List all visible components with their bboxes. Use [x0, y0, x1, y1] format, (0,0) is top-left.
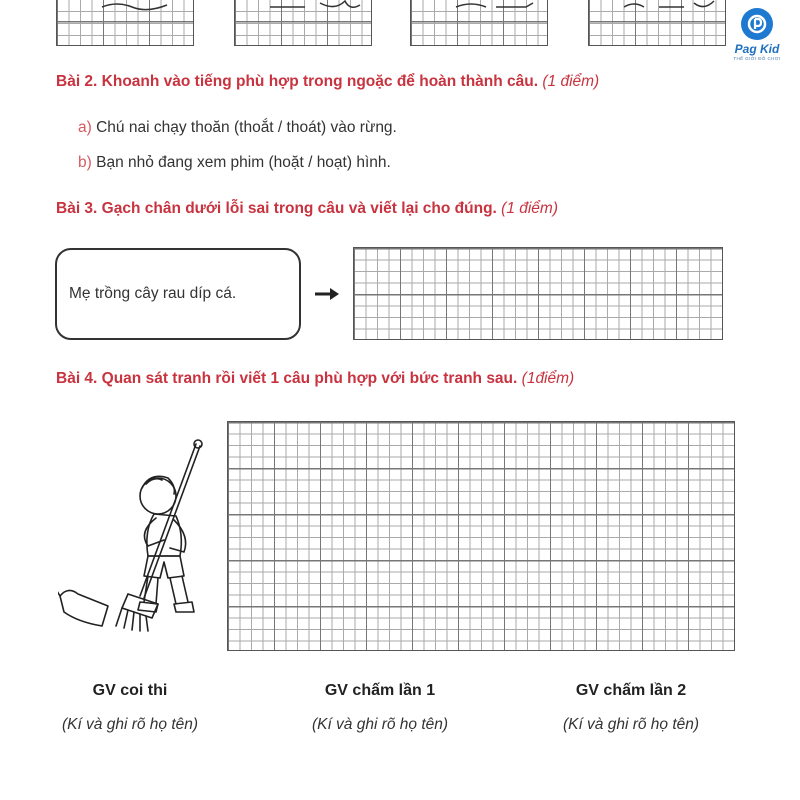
item-label: b) — [78, 154, 92, 171]
signature-block-2 — [290, 682, 470, 734]
signature-title: GV chấm lần 1 — [324, 682, 436, 699]
signature-block-1 — [40, 682, 220, 734]
logo-p-icon — [741, 8, 773, 40]
item-text: Bạn nhỏ đang xem phim (hoặt / hoạt) hình. — [96, 154, 391, 171]
bai3-title: Bài 3. Gạch chân dưới lỗi sai trong câu và viết lại cho đúng. — [56, 200, 497, 217]
bai3-sentence: Mẹ trồng cây rau díp cá. — [69, 285, 237, 302]
handwriting-scribble-icon — [451, 0, 541, 13]
bai2-heading — [56, 73, 599, 91]
signature-title: GV coi thi — [92, 682, 168, 699]
child-sweeping-illustration — [58, 436, 228, 636]
top-grid-2 — [234, 0, 372, 46]
bai2-title: Bài 2. Khoanh vào tiếng phù hợp trong ngoặc để hoàn thành câu. — [56, 73, 539, 90]
handwriting-scribble-icon — [97, 0, 187, 13]
bai4-heading — [56, 370, 574, 388]
bai3-sentence-box — [55, 248, 301, 340]
signature-block-3 — [541, 682, 721, 734]
bai4-writing-grid[interactable] — [227, 421, 735, 651]
top-grid-1 — [56, 0, 194, 46]
signature-note: (Kí và ghi rõ họ tên) — [562, 716, 700, 733]
bai3-points: (1 điểm) — [501, 200, 559, 217]
handwriting-scribble-icon — [619, 0, 719, 13]
bai2-item-b — [78, 154, 391, 172]
arrow-right-icon — [313, 286, 341, 302]
bai3-writing-grid[interactable] — [353, 247, 723, 340]
signature-note: (Kí và ghi rõ họ tên) — [61, 716, 199, 733]
logo-tagline: THẾ GIỚI ĐỒ CHƠI — [733, 56, 781, 61]
top-grid-3 — [410, 0, 548, 46]
pag-kid-logo — [722, 8, 792, 72]
signature-title: GV chấm lần 2 — [575, 682, 687, 699]
item-label: a) — [78, 119, 92, 136]
bai2-item-a — [78, 119, 397, 137]
bai3-heading — [56, 200, 558, 218]
handwriting-scribble-icon — [265, 0, 365, 13]
bai4-title: Bài 4. Quan sát tranh rồi viết 1 câu phù hợp với bức tranh sau. — [56, 370, 518, 387]
bai4-points: (1điểm) — [521, 370, 575, 387]
bai2-points: (1 điểm) — [542, 73, 600, 90]
top-grid-4 — [588, 0, 726, 46]
item-text: Chú nai chạy thoăn (thoắt / thoát) vào rừng. — [96, 119, 397, 136]
signature-note: (Kí và ghi rõ họ tên) — [311, 716, 449, 733]
logo-name: Pag Kid — [734, 42, 780, 56]
